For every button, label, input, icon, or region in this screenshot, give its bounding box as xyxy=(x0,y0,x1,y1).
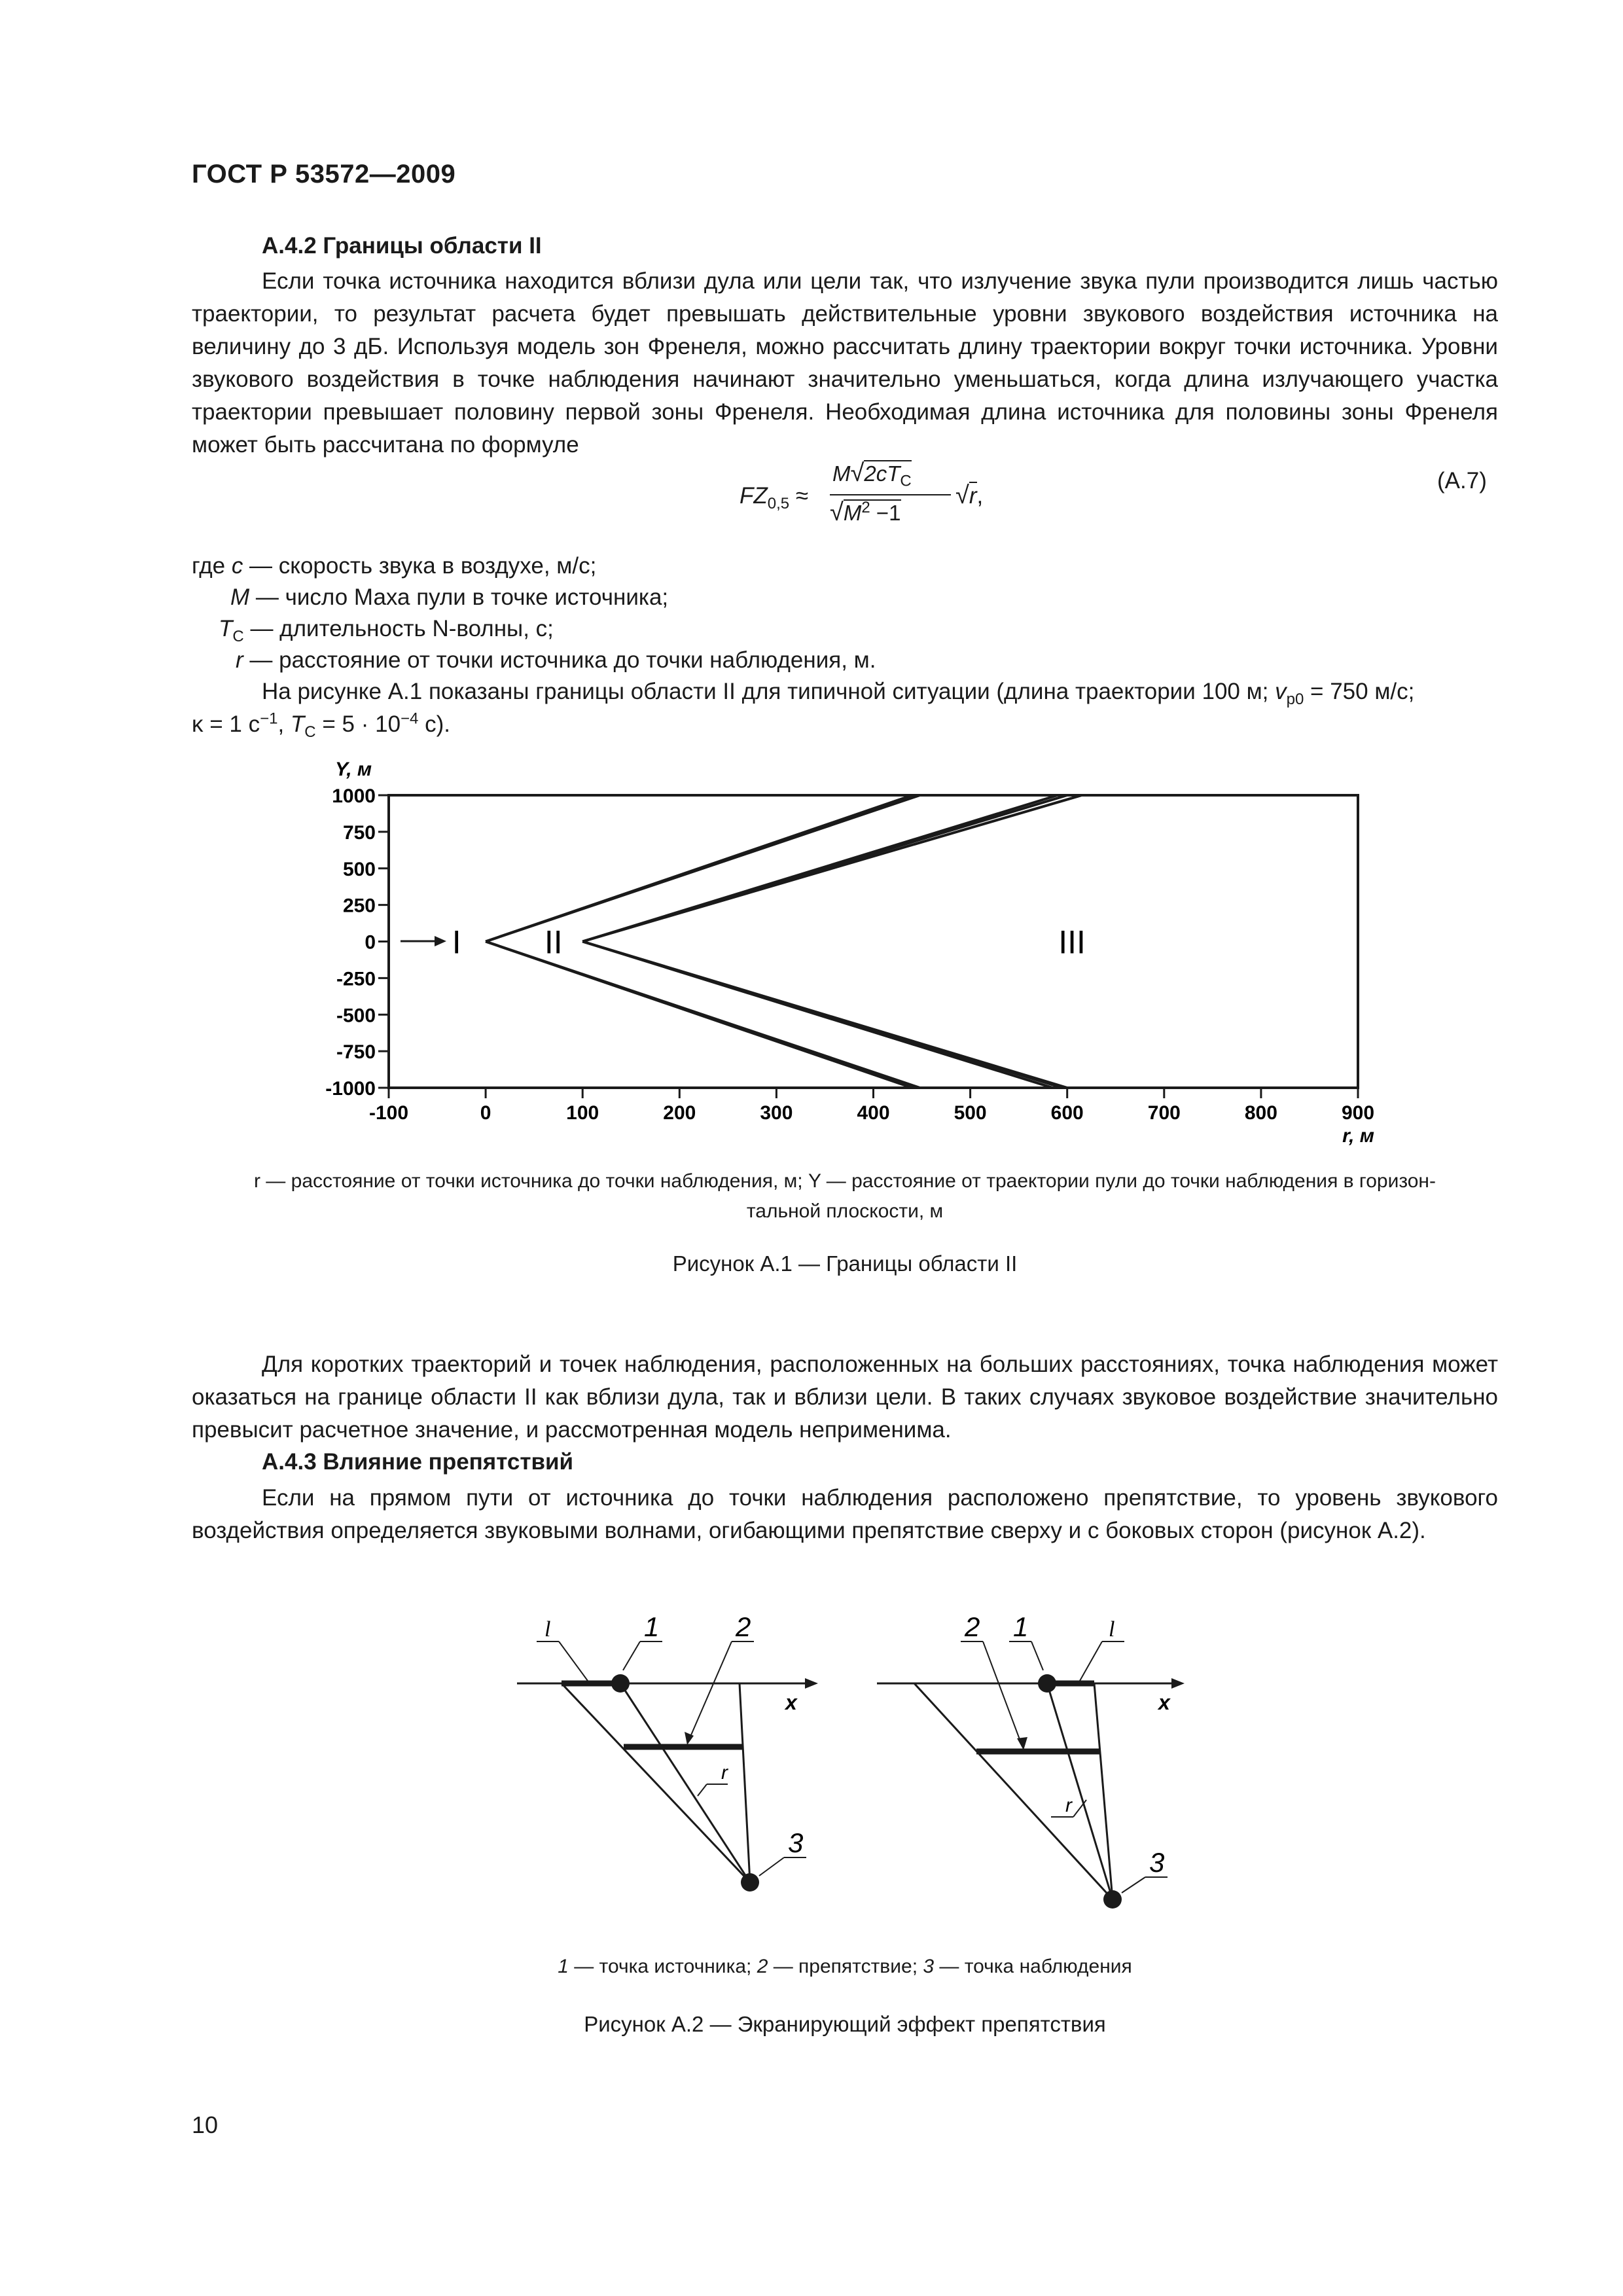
region-label-I: I xyxy=(452,924,461,961)
ray-right-1 xyxy=(914,1683,1113,1899)
label-l-left-leader xyxy=(559,1641,588,1681)
x-tick-label: 400 xyxy=(857,1102,890,1124)
y-tick-label: -750 xyxy=(336,1041,376,1064)
y-tick-label: 1000 xyxy=(332,785,376,807)
source-point-right xyxy=(1038,1674,1056,1693)
label-3-right: 3 xyxy=(1149,1847,1165,1878)
y-tick-label: -500 xyxy=(336,1005,376,1027)
label-2-right: 2 xyxy=(965,1611,980,1642)
y-tick-label: 500 xyxy=(342,858,376,880)
x-axis-arrow-left xyxy=(805,1678,818,1689)
y-axis-label: Y, м xyxy=(335,759,372,780)
formula-denominator: $√M^2 -1$ xyxy=(830,499,901,526)
x-label-left: x xyxy=(785,1691,797,1714)
figure-a2-legend: 1 — точка источника; 2 — препятствие; 3 — точка наблюдения xyxy=(558,1956,1132,1977)
section-title-a43: А.4.3 Влияние препятствий xyxy=(262,1449,574,1475)
formula-sqrt-r: √r, xyxy=(955,482,984,509)
x-tick-label: 900 xyxy=(1341,1102,1375,1124)
figure-a1-caption: Рисунок А.1 — Границы области II xyxy=(672,1251,1018,1276)
where-m: M — число Маха пули в точке источника; xyxy=(230,584,669,610)
ray-left-2 xyxy=(620,1683,750,1882)
observation-point-left xyxy=(741,1873,759,1892)
x-tick-label: 700 xyxy=(1147,1102,1181,1124)
source-point-left xyxy=(611,1674,630,1693)
diagram-right xyxy=(877,1611,1185,1909)
formula-numerator: $M√2cT_C$ xyxy=(832,459,912,490)
where-r: r — расстояние от точки источника до точки наблюдения, м. xyxy=(236,647,876,673)
where-c: где c — скорость звука в воздухе, м/с; xyxy=(192,553,597,579)
label-1-left-leader xyxy=(623,1641,640,1670)
x-tick-label: 200 xyxy=(663,1102,696,1124)
label-l-right: l xyxy=(1109,1617,1115,1641)
where-t: $T_C$ — длительность N-волны, с; xyxy=(219,616,554,645)
x-tick-label: 600 xyxy=(1050,1102,1084,1124)
label-r-left: r xyxy=(721,1762,728,1784)
label-l-left: l xyxy=(544,1617,551,1641)
label-1-right-leader xyxy=(1031,1641,1043,1670)
label-1-left: 1 xyxy=(644,1611,660,1642)
y-tick-label: 0 xyxy=(365,931,376,954)
y-tick-label: 750 xyxy=(342,821,376,844)
paragraph-a43: Если на прямом пути от источника до точки наблюдения расположено препятствие, то уровень звукового воздействия определяется звуковыми волнами, огибающими препятствие сверху и с боковых сторон (рисунок А.2). xyxy=(192,1485,1498,1543)
label-3-left-leader xyxy=(759,1857,784,1876)
document-header: ГОСТ Р 53572—2009 xyxy=(192,160,456,188)
label-3-left: 3 xyxy=(788,1827,804,1858)
label-3-right-leader xyxy=(1122,1877,1145,1893)
paragraph-a42: Если точка источника находится вблизи дула или цели так, что излучение звука пули производится лишь частью траектории, то результат расчета будет превышать действительные уровни звукового воздействия источника на величину до 3 дБ. Используя модель зон Френеля, можно рассчитать длину траектории вокруг точки источника. Уровни звукового воздействия в точке наблюдения начинают значительно уменьшаться, когда длина излучающего участка траектории превышает половину первой зоны Френеля. Необходимая длина источника для половины зоны Френеля может быть рассчитана по формуле xyxy=(192,268,1498,457)
figure-a1-legend-line1: r — расстояние от точки источника до точки наблюдения, м; Y — расстояние от траектории пули до точки наблюдения в горизон- xyxy=(253,1170,1436,1192)
region-label-II: II xyxy=(544,924,563,961)
formula-number: (А.7) xyxy=(1437,468,1487,493)
label-2-left-arrowhead xyxy=(685,1732,694,1745)
label-2-right-arrowhead xyxy=(1017,1737,1027,1750)
observation-point-right xyxy=(1103,1890,1122,1909)
figure-a2-caption: Рисунок А.2 — Экранирующий эффект препятствия xyxy=(584,2012,1106,2036)
x-tick-label: 800 xyxy=(1244,1102,1277,1124)
y-tick-label: -250 xyxy=(336,968,376,990)
x-tick-label: -100 xyxy=(368,1102,409,1124)
page-number: 10 xyxy=(192,2111,219,2138)
x-tick-label: 100 xyxy=(566,1102,599,1124)
x-tick-label: 500 xyxy=(954,1102,987,1124)
label-2-right-leader xyxy=(983,1641,1022,1746)
label-r-left-leader xyxy=(698,1784,707,1796)
label-2-left-leader xyxy=(688,1641,732,1741)
x-tick-label: 300 xyxy=(760,1102,793,1124)
label-r-right: r xyxy=(1065,1795,1072,1816)
y-tick-label: 250 xyxy=(342,895,376,917)
formula-lhs: $FZ_{0,5}$ ≈ xyxy=(740,483,809,512)
paragraph-after-figure: Для коротких траекторий и точек наблюдения, расположенных на больших расстояниях, точка наблюдения может оказаться на границе области II как вблизи дула, так и вблизи цели. В таких случаях звуковое воздействие значительно превысит расчетное значение, и рассмотренная модель неприменима. xyxy=(192,1352,1498,1443)
label-1-right: 1 xyxy=(1013,1611,1029,1642)
region-label-III: III xyxy=(1058,924,1086,961)
diagram-left xyxy=(517,1611,818,1892)
x-axis-label: r, м xyxy=(1342,1125,1374,1147)
figure-intro-line2: κ = 1 $с^{-1}$, $T_C = 5 \cdot 10^{-4}$ с). xyxy=(192,709,451,741)
section-title-a42: А.4.2 Границы области II xyxy=(262,233,542,259)
label-2-left: 2 xyxy=(736,1611,751,1642)
ray-left-3 xyxy=(740,1683,750,1882)
x-label-right: x xyxy=(1158,1691,1170,1714)
label-l-right-leader xyxy=(1080,1641,1102,1681)
y-tick-label: -1000 xyxy=(325,1078,376,1100)
figure-intro-line1: На рисунке А.1 показаны границы области II для типичной ситуации (длина траектории 100 м; $v_{p0} = 750$ м/с; xyxy=(262,679,1415,708)
figure-a1-legend-line2: тальной плоскости, м xyxy=(746,1200,944,1222)
x-axis-arrow-right xyxy=(1171,1678,1185,1689)
x-tick-label: 0 xyxy=(480,1102,491,1124)
